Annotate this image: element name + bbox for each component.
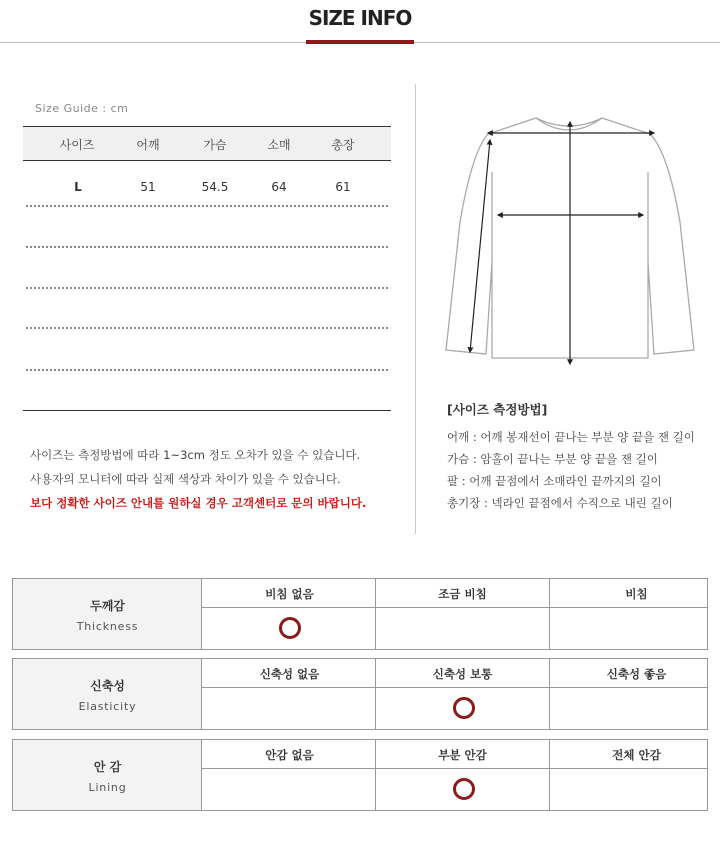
option-label: 신축성 없음 [259, 667, 320, 681]
col-header-size: 사이즈 [59, 138, 95, 152]
row-divider [26, 246, 388, 248]
measurement-shoulder: 어깨 : 어깨 봉재선이 끝나는 부분 양 끝을 잰 길이 [447, 430, 695, 444]
spec-label-ko: 안 감 [93, 760, 122, 774]
size-table-bottom-border [23, 410, 391, 411]
option-label: 비침 없음 [265, 587, 314, 601]
option-label: 전체 안감 [612, 748, 661, 762]
option-label: 부분 안감 [438, 748, 487, 762]
note-monitor-color: 사용자의 모니터에 따라 실제 색상과 차이가 있을 수 있습니다. [30, 472, 341, 486]
measurement-length: 총기장 : 넥라인 끝점에서 수직으로 내린 길이 [447, 496, 673, 510]
selected-circle-icon [279, 617, 301, 639]
cell-shoulder: 51 [140, 180, 156, 194]
col-header-chest: 가슴 [203, 138, 227, 152]
measurement-sleeve: 팔 : 어깨 끝점에서 소매라인 끝까지의 길이 [447, 474, 662, 488]
sleeve-arrow [470, 140, 490, 352]
selected-circle-icon [453, 697, 475, 719]
spec-divider [202, 768, 707, 769]
col-header-length: 총장 [331, 138, 355, 152]
spec-lining [12, 739, 708, 811]
cell-length: 61 [335, 180, 351, 194]
spec-label-ko: 신축성 [90, 679, 125, 693]
page-title: SIZE INFO [308, 6, 412, 30]
measurement-chest: 가슴 : 암홀이 끝나는 부분 양 끝을 잰 길이 [447, 452, 658, 466]
col-header-sleeve: 소매 [267, 138, 291, 152]
row-divider [26, 205, 388, 207]
spec-elasticity [12, 658, 708, 730]
row-divider [26, 287, 388, 289]
row-divider [26, 369, 388, 371]
cell-size: L [74, 180, 82, 194]
measurement-title: [사이즈 측정방법] [447, 402, 548, 417]
note-measurement-error: 사이즈는 측정방법에 따라 1~3cm 정도 오차가 있을 수 있습니다. [30, 448, 361, 462]
spec-thickness [12, 578, 708, 650]
row-divider [26, 327, 388, 329]
spec-label-cell [13, 579, 202, 649]
spec-label-cell [13, 659, 202, 729]
garment-diagram [440, 112, 702, 368]
spec-divider [202, 687, 707, 688]
size-guide-label: Size Guide : cm [35, 102, 129, 115]
size-table-header-border [23, 160, 391, 161]
spec-label-en: Thickness [76, 620, 139, 633]
option-label: 안감 없음 [265, 748, 314, 762]
spec-divider [202, 607, 707, 608]
cell-sleeve: 64 [271, 180, 287, 194]
col-header-shoulder: 어깨 [136, 138, 160, 152]
selected-circle-icon [453, 778, 475, 800]
option-label: 비침 [625, 587, 648, 601]
spec-label-ko: 두께감 [90, 599, 125, 613]
spec-label-en: Elasticity [78, 700, 137, 713]
header-accent-bar [306, 40, 414, 44]
spec-label-cell [13, 740, 202, 810]
option-label: 조금 비침 [438, 587, 487, 601]
option-label: 신축성 보통 [432, 667, 493, 681]
section-divider [415, 84, 416, 534]
option-label: 신축성 좋음 [606, 667, 667, 681]
cell-chest: 54.5 [201, 180, 229, 194]
note-contact-support: 보다 정확한 사이즈 안내를 원하실 경우 고객센터로 문의 바랍니다. [30, 496, 367, 510]
spec-label-en: Lining [88, 781, 127, 794]
size-table-top-border [23, 126, 391, 127]
